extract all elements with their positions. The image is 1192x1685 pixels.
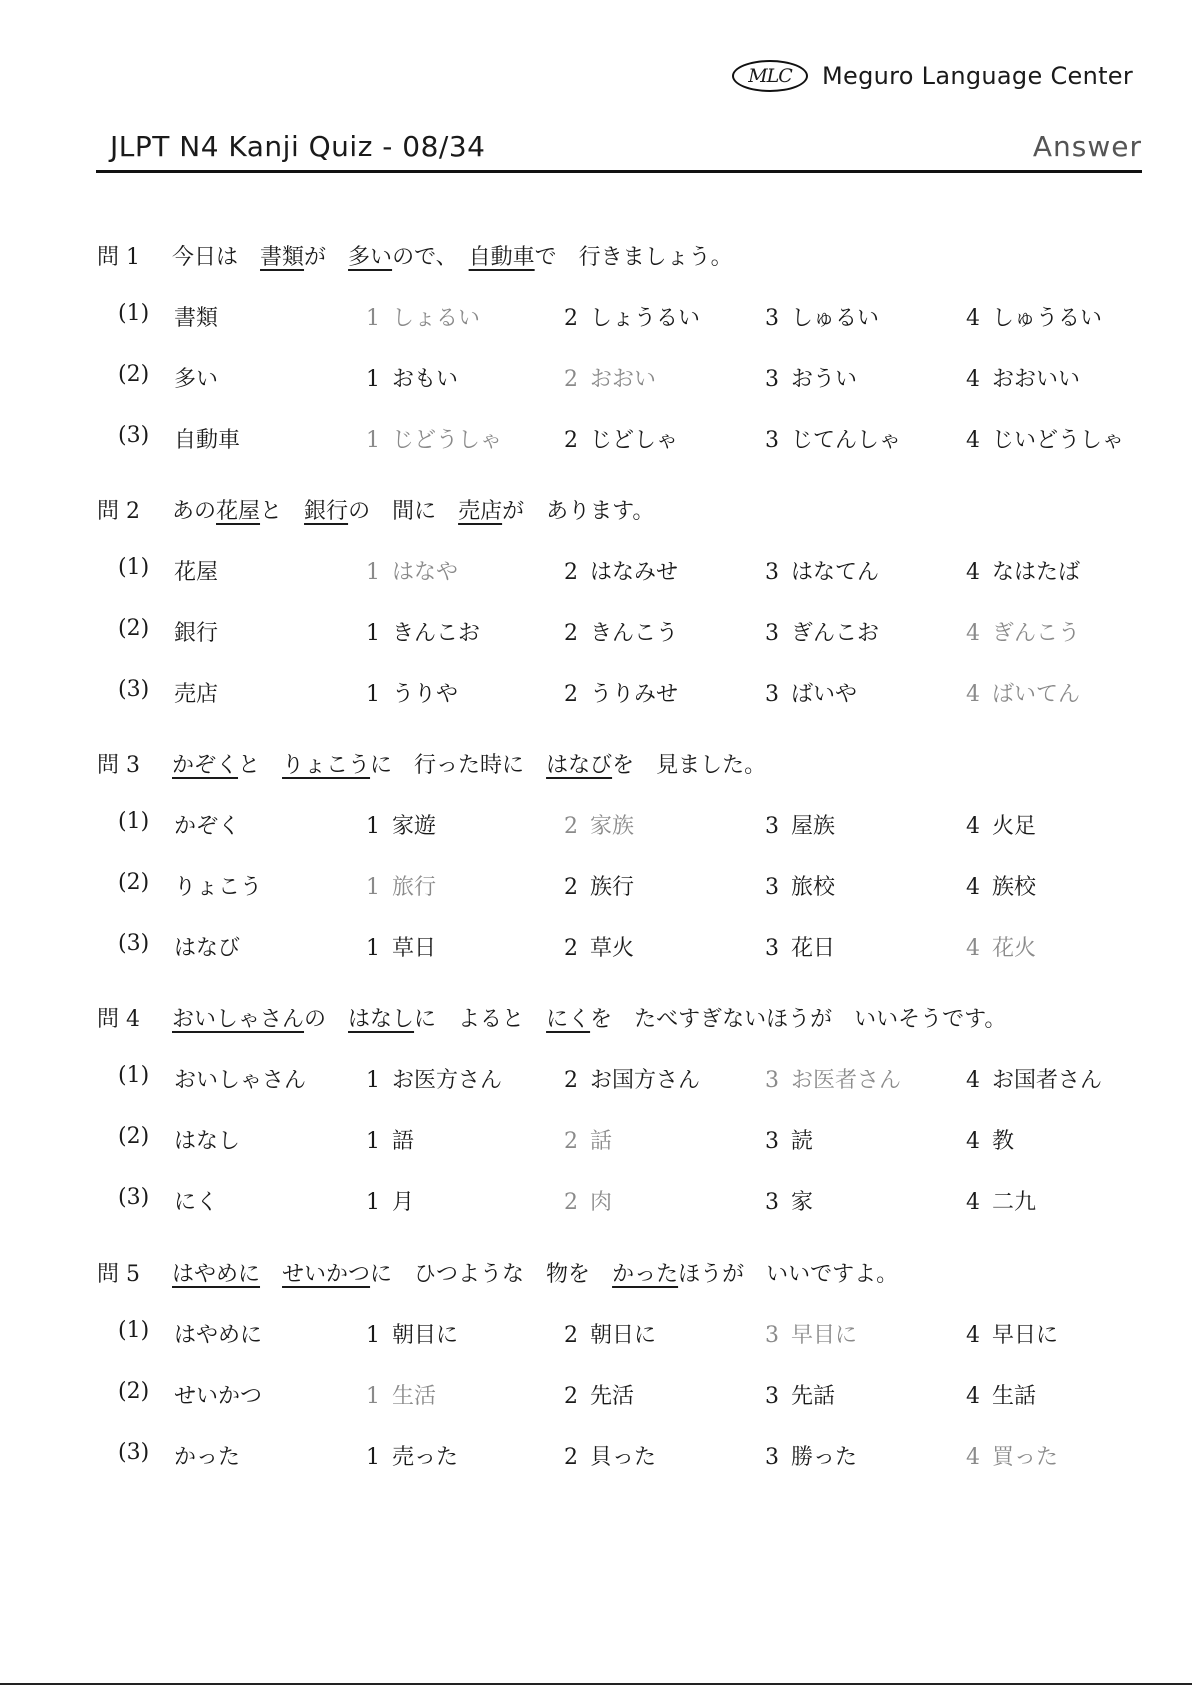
target-word: はなし xyxy=(174,1129,241,1154)
option-text: うりや xyxy=(392,682,459,707)
option-number: 2 xyxy=(564,1068,578,1093)
answer-option xyxy=(366,362,458,393)
option-text: 生活 xyxy=(392,1384,437,1409)
option-text: しょうるい xyxy=(590,306,701,331)
option-number: 1 xyxy=(366,1384,380,1409)
option-number: 3 xyxy=(765,428,779,453)
option-number: 2 xyxy=(564,936,578,961)
answer-option xyxy=(366,1185,414,1216)
sentence-text: 今日は xyxy=(172,245,261,270)
option-text: 火足 xyxy=(992,814,1037,839)
option-number: 4 xyxy=(966,621,980,646)
underlined-term: おいしゃさん xyxy=(172,1007,305,1032)
option-text: 早日に xyxy=(992,1323,1059,1348)
answer-option xyxy=(765,677,857,708)
answer-row xyxy=(0,1379,1192,1409)
answer-option xyxy=(564,423,678,454)
answer-option xyxy=(765,1440,857,1471)
option-text: 読 xyxy=(791,1129,814,1154)
option-number: 1 xyxy=(366,936,380,961)
target-word: 書類 xyxy=(174,306,219,331)
target-word: りょこう xyxy=(174,875,263,900)
option-number: 3 xyxy=(765,306,779,331)
sentence-text: で 行きましょう。 xyxy=(534,245,733,270)
option-number: 1 xyxy=(366,1190,380,1215)
option-text: 草日 xyxy=(392,936,437,961)
underlined-term: 自動車 xyxy=(468,245,535,270)
sub-question-number: (3) xyxy=(118,423,150,448)
answer-option xyxy=(564,931,634,962)
correct-option xyxy=(366,301,480,332)
target-word: 花屋 xyxy=(174,560,219,585)
answer-option xyxy=(564,1318,656,1349)
option-number: 3 xyxy=(765,875,779,900)
answer-option xyxy=(366,677,458,708)
answer-option xyxy=(366,931,436,962)
option-number: 3 xyxy=(765,1129,779,1154)
underlined-term: 多い xyxy=(348,245,393,270)
correct-option xyxy=(966,677,1080,708)
option-text: ばいてん xyxy=(992,682,1081,707)
answer-option xyxy=(765,1185,813,1216)
answer-option xyxy=(366,1063,502,1094)
target-word: せいかつ xyxy=(174,1384,263,1409)
option-text: 花日 xyxy=(791,936,836,961)
correct-option xyxy=(564,1185,612,1216)
underlined-term: 銀行 xyxy=(304,499,349,524)
option-number: 4 xyxy=(966,936,980,961)
target-word: 多い xyxy=(174,367,219,392)
sub-question-number: (2) xyxy=(118,362,150,387)
question-number: 問 5 xyxy=(97,1262,140,1287)
answer-option xyxy=(765,931,835,962)
brand-name: Meguro Language Center xyxy=(822,62,1134,90)
option-number: 2 xyxy=(564,1384,578,1409)
option-number: 2 xyxy=(564,814,578,839)
option-number: 3 xyxy=(765,936,779,961)
answer-option xyxy=(966,423,1124,454)
underlined-term: せいかつ xyxy=(282,1262,371,1287)
option-number: 1 xyxy=(366,621,380,646)
option-text: ぎんこう xyxy=(992,621,1081,646)
answer-option xyxy=(966,1124,1014,1155)
option-text: きんこお xyxy=(392,621,481,646)
answer-row xyxy=(0,870,1192,900)
underlined-term: はなび xyxy=(546,753,613,778)
sentence-text: あの xyxy=(172,499,217,524)
option-text: 旅行 xyxy=(392,875,437,900)
option-text: 先話 xyxy=(791,1384,836,1409)
sentence-text: ので、 xyxy=(392,245,469,270)
target-word: はやめに xyxy=(174,1323,263,1348)
option-text: おおいい xyxy=(992,367,1081,392)
option-number: 1 xyxy=(366,1068,380,1093)
option-number: 4 xyxy=(966,875,980,900)
option-text: 族行 xyxy=(590,875,635,900)
option-number: 2 xyxy=(564,428,578,453)
option-text: 家 xyxy=(791,1190,814,1215)
answer-row xyxy=(0,931,1192,961)
option-text: 買った xyxy=(992,1445,1059,1470)
sub-question-number: (2) xyxy=(118,870,150,895)
option-number: 1 xyxy=(366,367,380,392)
option-text: 族校 xyxy=(992,875,1037,900)
target-word: にく xyxy=(174,1190,219,1215)
brand-logo xyxy=(732,60,1133,92)
option-text: 先活 xyxy=(590,1384,635,1409)
correct-option xyxy=(765,1063,901,1094)
sub-question-number: (3) xyxy=(118,677,150,702)
sentence-text: を 見ました。 xyxy=(612,753,767,778)
option-text: ばいや xyxy=(791,682,858,707)
option-number: 4 xyxy=(966,1445,980,1470)
option-text: 肉 xyxy=(590,1190,613,1215)
correct-option xyxy=(966,1440,1058,1471)
correct-option xyxy=(564,362,656,393)
answer-option xyxy=(966,1063,1102,1094)
option-text: おうい xyxy=(791,367,858,392)
sentence-text: が xyxy=(304,245,349,270)
option-number: 4 xyxy=(966,560,980,585)
answer-option xyxy=(966,1185,1036,1216)
answer-option xyxy=(966,362,1080,393)
correct-option xyxy=(765,1318,857,1349)
option-text: しゅるい xyxy=(791,306,880,331)
sentence-text: と xyxy=(238,753,283,778)
option-number: 1 xyxy=(366,1323,380,1348)
answer-option xyxy=(366,1124,414,1155)
answer-row xyxy=(0,809,1192,839)
sentence-text: と xyxy=(260,499,305,524)
option-text: 家族 xyxy=(590,814,635,839)
option-text: なはたば xyxy=(992,560,1081,585)
sub-question-number: (1) xyxy=(118,301,150,326)
option-number: 1 xyxy=(366,875,380,900)
sub-question-number: (1) xyxy=(118,1063,150,1088)
sub-question-number: (1) xyxy=(118,555,150,580)
answer-option xyxy=(765,301,879,332)
answer-option xyxy=(765,423,901,454)
option-text: 売った xyxy=(392,1445,459,1470)
option-number: 4 xyxy=(966,1068,980,1093)
sentence-text: ほうが いいですよ。 xyxy=(678,1262,899,1287)
option-number: 1 xyxy=(366,1445,380,1470)
answer-option xyxy=(366,809,436,840)
underlined-term: 売店 xyxy=(458,499,503,524)
sentence-text xyxy=(260,1262,282,1287)
answer-option xyxy=(765,809,835,840)
option-number: 2 xyxy=(564,875,578,900)
target-word: かぞく xyxy=(174,814,241,839)
option-number: 3 xyxy=(765,621,779,646)
option-number: 2 xyxy=(564,1323,578,1348)
answer-row xyxy=(0,616,1192,646)
sub-question-number: (2) xyxy=(118,1124,150,1149)
sub-question-number: (3) xyxy=(118,1440,150,1465)
option-text: じどしゃ xyxy=(590,428,679,453)
underlined-term: かぞく xyxy=(172,753,239,778)
correct-option xyxy=(366,1379,436,1410)
option-number: 4 xyxy=(966,1384,980,1409)
option-number: 2 xyxy=(564,1445,578,1470)
underlined-term: りょこう xyxy=(282,753,371,778)
option-number: 1 xyxy=(366,682,380,707)
target-word: かった xyxy=(174,1445,241,1470)
correct-option xyxy=(366,423,502,454)
question-sentence xyxy=(172,1257,898,1288)
answer-option xyxy=(564,555,678,586)
option-text: うりみせ xyxy=(590,682,679,707)
answer-label: Answer xyxy=(1032,130,1142,163)
sentence-text: の 間に xyxy=(348,499,459,524)
option-text: 生話 xyxy=(992,1384,1037,1409)
correct-option xyxy=(366,555,458,586)
option-text: はなてん xyxy=(791,560,880,585)
answer-option xyxy=(765,1379,835,1410)
correct-option xyxy=(966,616,1080,647)
sentence-text: に ひつような 物を xyxy=(370,1262,613,1287)
option-number: 1 xyxy=(366,560,380,585)
answer-row xyxy=(0,1440,1192,1470)
option-number: 3 xyxy=(765,1068,779,1093)
option-text: 花火 xyxy=(992,936,1037,961)
answer-option xyxy=(966,1379,1036,1410)
option-text: しょるい xyxy=(392,306,481,331)
answer-option xyxy=(366,1440,458,1471)
sub-question-number: (2) xyxy=(118,616,150,641)
answer-option xyxy=(966,809,1036,840)
answer-option xyxy=(564,301,700,332)
option-text: お医方さん xyxy=(392,1068,503,1093)
mlc-logo-icon: MLC xyxy=(732,60,808,92)
option-text: お国方さん xyxy=(590,1068,701,1093)
option-number: 2 xyxy=(564,1129,578,1154)
answer-row xyxy=(0,677,1192,707)
correct-option xyxy=(366,870,436,901)
page-title: JLPT N4 Kanji Quiz - 08/34 xyxy=(110,130,486,163)
sentence-text: に 行った時に xyxy=(370,753,547,778)
sentence-text: の xyxy=(304,1007,349,1032)
option-text: 教 xyxy=(992,1129,1015,1154)
option-number: 3 xyxy=(765,1190,779,1215)
option-text: 屋族 xyxy=(791,814,836,839)
answer-option xyxy=(564,677,678,708)
question-sentence xyxy=(172,748,766,779)
option-text: ぎんこお xyxy=(791,621,880,646)
target-word: はなび xyxy=(174,936,241,961)
option-number: 2 xyxy=(564,560,578,585)
option-number: 2 xyxy=(564,306,578,331)
answer-option xyxy=(564,1440,656,1471)
answer-option xyxy=(564,1379,634,1410)
answer-option xyxy=(366,1318,458,1349)
answer-row xyxy=(0,301,1192,331)
option-number: 3 xyxy=(765,1384,779,1409)
target-word: 自動車 xyxy=(174,428,241,453)
page-header xyxy=(96,128,1142,173)
option-number: 1 xyxy=(366,428,380,453)
answer-row xyxy=(0,555,1192,585)
option-number: 4 xyxy=(966,367,980,392)
underlined-term: 書類 xyxy=(260,245,305,270)
option-text: 貝った xyxy=(590,1445,657,1470)
option-text: おもい xyxy=(392,367,459,392)
target-word: おいしゃさん xyxy=(174,1068,307,1093)
option-number: 3 xyxy=(765,560,779,585)
option-number: 2 xyxy=(564,682,578,707)
option-text: お医者さん xyxy=(791,1068,902,1093)
option-text: 家遊 xyxy=(392,814,437,839)
option-text: 朝目に xyxy=(392,1323,459,1348)
question-number: 問 3 xyxy=(97,753,140,778)
option-text: はなみせ xyxy=(590,560,679,585)
option-number: 4 xyxy=(966,682,980,707)
option-text: しゅうるい xyxy=(992,306,1103,331)
question-sentence xyxy=(172,494,654,525)
option-text: おおい xyxy=(590,367,657,392)
option-number: 4 xyxy=(966,1190,980,1215)
correct-option xyxy=(564,1124,612,1155)
option-number: 3 xyxy=(765,367,779,392)
option-number: 1 xyxy=(366,1129,380,1154)
answer-option xyxy=(564,616,678,647)
option-text: 二九 xyxy=(992,1190,1037,1215)
sentence-text: に よると xyxy=(414,1007,547,1032)
option-text: 旅校 xyxy=(791,875,836,900)
option-text: 月 xyxy=(392,1190,415,1215)
option-text: じどうしゃ xyxy=(392,428,503,453)
option-text: 朝日に xyxy=(590,1323,657,1348)
question-number: 問 2 xyxy=(97,499,140,524)
answer-row xyxy=(0,1318,1192,1348)
option-text: お国者さん xyxy=(992,1068,1103,1093)
option-number: 4 xyxy=(966,306,980,331)
answer-option xyxy=(366,616,480,647)
option-number: 4 xyxy=(966,428,980,453)
answer-option xyxy=(966,1318,1058,1349)
target-word: 売店 xyxy=(174,682,219,707)
option-text: じいどうしゃ xyxy=(992,428,1125,453)
option-text: きんこう xyxy=(590,621,679,646)
answer-row xyxy=(0,1124,1192,1154)
sub-question-number: (2) xyxy=(118,1379,150,1404)
underlined-term: かった xyxy=(612,1262,679,1287)
correct-option xyxy=(564,809,634,840)
question-number: 問 4 xyxy=(97,1007,140,1032)
correct-option xyxy=(966,931,1036,962)
target-word: 銀行 xyxy=(174,621,219,646)
underlined-term: はやめに xyxy=(172,1262,261,1287)
answer-option xyxy=(966,301,1102,332)
answer-row xyxy=(0,362,1192,392)
answer-row xyxy=(0,1063,1192,1093)
option-text: 草火 xyxy=(590,936,635,961)
answer-option xyxy=(966,870,1036,901)
option-text: 話 xyxy=(590,1129,613,1154)
underlined-term: 花屋 xyxy=(216,499,261,524)
option-number: 4 xyxy=(966,1323,980,1348)
option-number: 2 xyxy=(564,621,578,646)
sub-question-number: (1) xyxy=(118,809,150,834)
option-text: はなや xyxy=(392,560,459,585)
answer-option xyxy=(564,870,634,901)
answer-option xyxy=(564,1063,700,1094)
question-number: 問 1 xyxy=(97,245,140,270)
sentence-text: が あります。 xyxy=(502,499,655,524)
option-number: 4 xyxy=(966,814,980,839)
underlined-term: にく xyxy=(546,1007,591,1032)
option-number: 3 xyxy=(765,814,779,839)
sub-question-number: (3) xyxy=(118,931,150,956)
sub-question-number: (3) xyxy=(118,1185,150,1210)
answer-option xyxy=(765,1124,813,1155)
option-number: 2 xyxy=(564,367,578,392)
option-text: 勝った xyxy=(791,1445,858,1470)
option-number: 4 xyxy=(966,1129,980,1154)
answer-option xyxy=(765,616,879,647)
option-number: 3 xyxy=(765,1323,779,1348)
option-text: 語 xyxy=(392,1129,415,1154)
option-number: 2 xyxy=(564,1190,578,1215)
answer-option xyxy=(966,555,1080,586)
answer-option xyxy=(765,362,857,393)
option-number: 3 xyxy=(765,682,779,707)
option-text: 早目に xyxy=(791,1323,858,1348)
underlined-term: はなし xyxy=(348,1007,415,1032)
option-number: 1 xyxy=(366,814,380,839)
question-sentence xyxy=(172,240,733,271)
sub-question-number: (1) xyxy=(118,1318,150,1343)
answer-option xyxy=(765,870,835,901)
answer-row xyxy=(0,1185,1192,1215)
option-text: じてんしゃ xyxy=(791,428,902,453)
question-sentence xyxy=(172,1002,1006,1033)
option-number: 1 xyxy=(366,306,380,331)
option-number: 3 xyxy=(765,1445,779,1470)
sentence-text: を たべすぎないほうが いいそうです。 xyxy=(590,1007,1007,1032)
answer-option xyxy=(765,555,879,586)
answer-row xyxy=(0,423,1192,453)
